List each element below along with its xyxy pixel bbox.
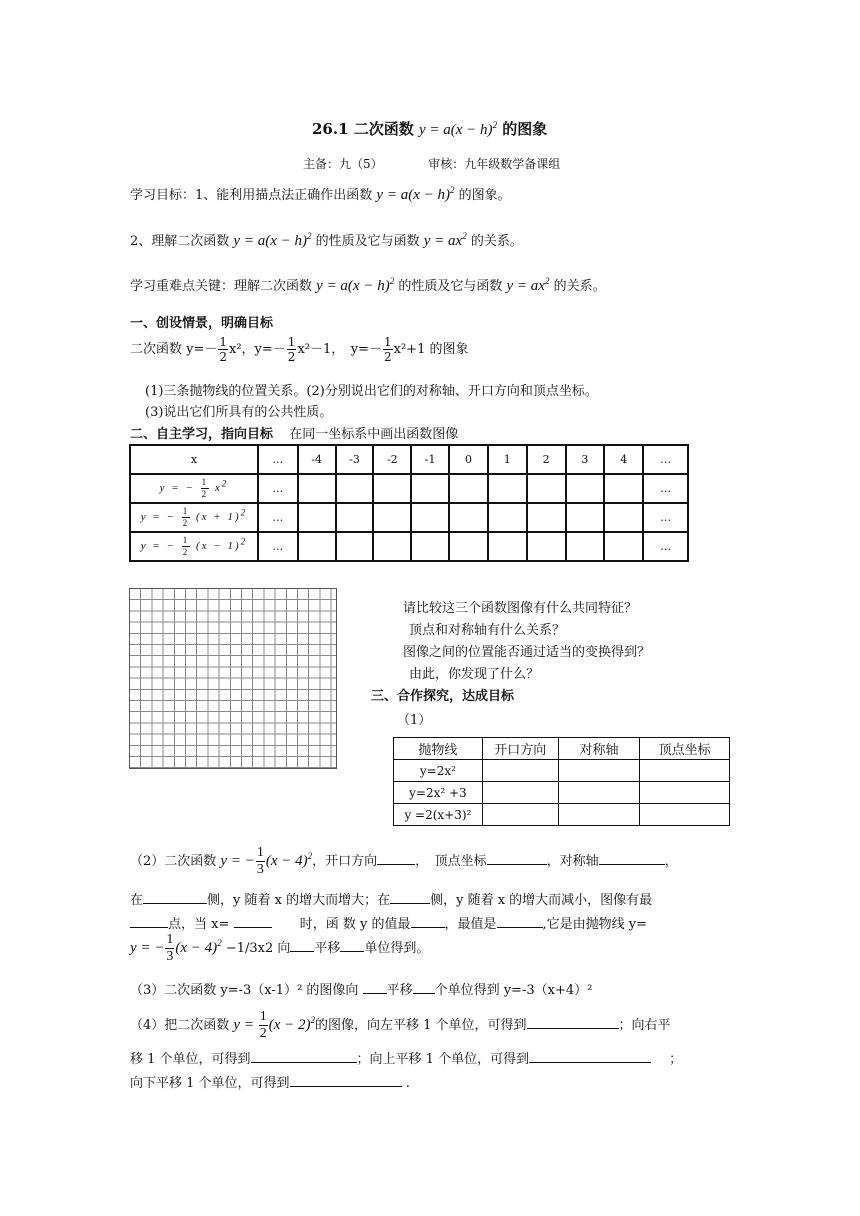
row-label-y-half-x-minus-1: y = − $\frac{1}{2}$ $(x - 1)^2$ [130, 532, 258, 561]
section-2-heading-line [130, 423, 458, 442]
function-1-tail: x²，y=－ [229, 342, 286, 357]
input-cell[interactable] [488, 532, 527, 561]
value-table-header-cell: 0 [449, 445, 488, 474]
objective-2-suffix: 的关系。 [470, 234, 523, 249]
value-table-header [130, 445, 688, 474]
formula-basic: $y = ax^2$ [506, 276, 550, 294]
value-table-header-cell: 1 [488, 445, 527, 474]
part-2-line-3 [130, 913, 647, 932]
input-cell[interactable] [298, 474, 336, 503]
blank-shift-down[interactable] [290, 1074, 402, 1087]
formula-p2: y = − $\frac{1}{3}$ $(x - 4)^2$ [130, 932, 222, 964]
input-cell[interactable] [411, 474, 449, 503]
input-cell[interactable] [482, 804, 558, 826]
formula-vertex-form: $y = a(x - h)^2$ [376, 185, 455, 203]
p2-text: 单位得到。 [364, 940, 430, 956]
blank-shift-up[interactable] [529, 1050, 651, 1063]
p2-text: −1/3x2 向 [225, 940, 291, 956]
parabola-label: y=2x² [394, 760, 483, 782]
input-cell[interactable] [411, 503, 449, 532]
graph-grid[interactable] [129, 588, 337, 769]
objective-2-prefix: 2、理解二次函数 [130, 234, 230, 249]
section-1-question-1: (1)三条抛物线的位置关系。(2)分别说出它们的对称轴、开口方向和顶点坐标。 [145, 384, 598, 399]
input-cell[interactable] [566, 503, 605, 532]
value-table-header-cell: … [258, 445, 298, 474]
blank-opening[interactable] [377, 852, 415, 865]
input-cell[interactable] [298, 532, 336, 561]
section-2-heading: 二、自主学习，指向目标 [130, 427, 274, 442]
blank-extreme-value[interactable] [497, 915, 543, 928]
key-points-line [130, 275, 606, 295]
input-cell[interactable] [640, 804, 730, 826]
input-cell[interactable] [558, 804, 640, 826]
authors-line [303, 155, 560, 172]
section-1-heading: 一、创设情景，明确目标 [130, 316, 274, 331]
compare-question-2: 顶点和对称轴有什么关系？ [409, 623, 566, 638]
p2-text: （2）二次函数 [130, 853, 217, 869]
input-cell[interactable] [640, 760, 730, 782]
author-review: 审核：九年级数学备课组 [428, 157, 561, 171]
key-suffix: 的关系。 [553, 279, 606, 294]
input-cell[interactable] [527, 503, 566, 532]
formula-basic: $y = ax^2$ [423, 231, 467, 249]
input-cell[interactable] [449, 532, 488, 561]
p2-text: 侧，y 随着 x 的增大而减小，图像有最 [430, 893, 653, 908]
formula-vertex-form: $y = a(x - h)^2$ [233, 231, 312, 249]
title-prefix: 26.1 二次函数 [312, 120, 414, 138]
p3-text: 个单位得到 y=-3（x+4）² [434, 983, 593, 998]
objective-1-prefix: 学习目标：1、能利用描点法正确作出函数 [130, 188, 373, 203]
input-cell[interactable] [488, 503, 527, 532]
parabola-header-cell: 开口方向 [482, 738, 558, 760]
input-cell[interactable] [558, 782, 640, 804]
p4-text: 移 1 个单位，可得到 [130, 1052, 251, 1067]
input-cell[interactable] [640, 782, 730, 804]
input-cell[interactable] [373, 474, 411, 503]
input-cell[interactable] [527, 532, 566, 561]
objective-line-1 [130, 184, 511, 204]
value-table-header-cell: x [130, 445, 258, 474]
fraction-half: $\frac{1}{2}$ [384, 335, 392, 364]
parabola-header-cell: 抛物线 [394, 738, 483, 760]
blank-decrease-side[interactable] [390, 891, 430, 904]
objective-1-suffix: 的图象。 [458, 188, 511, 203]
section-2-subtitle: 在同一坐标系中画出函数图像 [289, 427, 459, 442]
title-suffix: 的图象 [502, 120, 548, 138]
input-cell[interactable] [482, 760, 558, 782]
p2-text: ，对称轴 [546, 853, 599, 869]
blank-increase-side[interactable] [143, 891, 207, 904]
parabola-table-row [394, 760, 730, 782]
p4-text: . [405, 1076, 410, 1091]
p2-text: ，最值是 [444, 917, 497, 932]
ellipsis-cell: … [258, 532, 298, 561]
input-cell[interactable] [566, 532, 605, 561]
ellipsis-cell: … [258, 503, 298, 532]
row-label-y-half-x-plus-1: y = − $\frac{1}{2}$ $(x + 1)^2$ [130, 503, 258, 532]
input-cell[interactable] [558, 760, 640, 782]
value-table-header-cell: 4 [604, 445, 643, 474]
part-3-line [130, 979, 592, 998]
input-cell[interactable] [373, 503, 411, 532]
value-table [129, 444, 689, 562]
p2-text: 点，当 x= [168, 917, 230, 932]
input-cell[interactable] [566, 474, 605, 503]
blank-x-value[interactable] [234, 915, 272, 928]
fraction-half: $\frac{1}{2}$ [219, 335, 228, 364]
parabola-label: y =2(x+3)² [394, 804, 483, 826]
blank-p3-units[interactable] [413, 981, 435, 994]
ellipsis-cell: … [258, 474, 298, 503]
author-main: 主备：九（5） [303, 157, 383, 171]
value-table-header-cell: 2 [527, 445, 566, 474]
part-1-label: （1） [397, 713, 432, 728]
parabola-header-cell: 对称轴 [558, 738, 640, 760]
p3-text: （3）二次函数 y=-3（x-1）² 的图像向 [130, 983, 359, 998]
section-3-heading: 三、合作探究，达成目标 [371, 689, 515, 704]
section-1-question-2: (3)说出它们所具有的公共性质。 [145, 405, 333, 420]
p2-text: ,它是由抛物线 y= [542, 917, 648, 932]
part-2-line-2 [130, 889, 652, 908]
objective-2-mid: 的性质及它与函数 [315, 234, 420, 249]
parabola-table-header [394, 738, 730, 760]
value-table-header-cell: -1 [411, 445, 449, 474]
input-cell[interactable] [449, 503, 488, 532]
value-table-row [130, 503, 688, 532]
key-prefix: 学习重难点关键：理解二次函数 [130, 279, 313, 294]
function-2-tail: x²－1， y=－ [297, 342, 382, 357]
compare-question-1: 请比较这三个函数图像有什么共同特征？ [403, 601, 638, 616]
title-formula: $y = a(x - h)^2$ [419, 120, 498, 138]
p4-text: 向下平移 1 个单位，可得到 [130, 1076, 290, 1091]
input-cell[interactable] [336, 532, 374, 561]
p2-text: ，开口方向 [312, 853, 378, 869]
input-cell[interactable] [411, 532, 449, 561]
formula-p2: y = − $\frac{1}{3}$ $(x - 4)^2$ [220, 845, 313, 877]
part-2-line-1 [130, 846, 678, 877]
p4-text: 的图像，向左平移 1 个单位，可得到 [314, 1017, 527, 1033]
ellipsis-cell: … [643, 474, 688, 503]
input-cell[interactable] [336, 503, 374, 532]
input-cell[interactable] [604, 532, 643, 561]
input-cell[interactable] [373, 532, 411, 561]
blank-shift-left[interactable] [527, 1016, 619, 1029]
part-4-line-3 [130, 1072, 410, 1091]
ellipsis-cell: … [643, 532, 688, 561]
input-cell[interactable] [604, 474, 643, 503]
objective-line-2 [130, 230, 523, 250]
function-3-tail: x²+1 的图象 [393, 342, 469, 357]
part-4-line-1 [130, 1010, 671, 1041]
parabola-header-cell: 顶点坐标 [640, 738, 730, 760]
input-cell[interactable] [336, 474, 374, 503]
functions-intro: 二次函数 y=－ [130, 342, 218, 357]
p3-text: 平移 [386, 983, 413, 998]
key-mid: 的性质及它与函数 [398, 279, 503, 294]
section-1-functions [130, 336, 468, 363]
blank-distance[interactable] [340, 939, 364, 952]
input-cell[interactable] [298, 503, 336, 532]
row-label-y-half-x2: y = − $\frac{1}{2}$ $x^2$ [130, 474, 258, 503]
p2-text: ， 顶点坐标 [415, 853, 487, 869]
compare-question-3: 图像之间的位置能否通过适当的变换得到？ [403, 645, 651, 660]
blank-axis[interactable] [599, 852, 665, 865]
page-title [312, 118, 547, 139]
p2-text: 时，函 数 y 的值最 [299, 917, 411, 932]
input-cell[interactable] [488, 474, 527, 503]
value-table-header-cell: -2 [373, 445, 411, 474]
formula-vertex-form: $y = a(x - h)^2$ [316, 276, 395, 294]
value-table-header-cell: … [643, 445, 688, 474]
blank-max-min[interactable] [411, 915, 445, 928]
input-cell[interactable] [449, 474, 488, 503]
formula-p4: y = $\frac{1}{2}$ $(x - 2)^2$ [233, 1009, 315, 1041]
blank-extreme-point[interactable] [130, 915, 168, 928]
p4-text: （4）把二次函数 [130, 1017, 230, 1033]
value-table-header-cell: 3 [566, 445, 605, 474]
p4-text: ；向右平 [618, 1017, 671, 1033]
fraction-half: $\frac{1}{2}$ [287, 335, 296, 364]
part-2-line-4 [130, 933, 429, 964]
input-cell[interactable] [527, 474, 566, 503]
parabola-label: y=2x² +3 [394, 782, 483, 804]
p2-text: 侧，y 随着 x 的增大而增大；在 [207, 893, 391, 908]
parabola-table-row [394, 782, 730, 804]
blank-p3-direction[interactable] [363, 981, 387, 994]
input-cell[interactable] [482, 782, 558, 804]
value-table-header-cell: -4 [298, 445, 336, 474]
p2-text: ， [664, 853, 678, 869]
p2-text: 平移 [314, 940, 341, 956]
value-table-header-cell: -3 [336, 445, 374, 474]
compare-question-4: 由此，你发现了什么？ [409, 667, 540, 682]
input-cell[interactable] [604, 503, 643, 532]
parabola-table [393, 737, 730, 826]
blank-direction[interactable] [290, 939, 314, 952]
blank-vertex[interactable] [487, 852, 547, 865]
value-table-row [130, 474, 688, 503]
value-table-row [130, 532, 688, 561]
p4-text: ；向上平移 1 个单位，可得到 [356, 1052, 530, 1067]
p4-text: ； [669, 1052, 683, 1067]
p2-text: 在 [130, 893, 144, 908]
ellipsis-cell: … [643, 503, 688, 532]
part-4-line-2 [130, 1048, 682, 1067]
blank-shift-right[interactable] [251, 1050, 357, 1063]
parabola-table-row [394, 804, 730, 826]
